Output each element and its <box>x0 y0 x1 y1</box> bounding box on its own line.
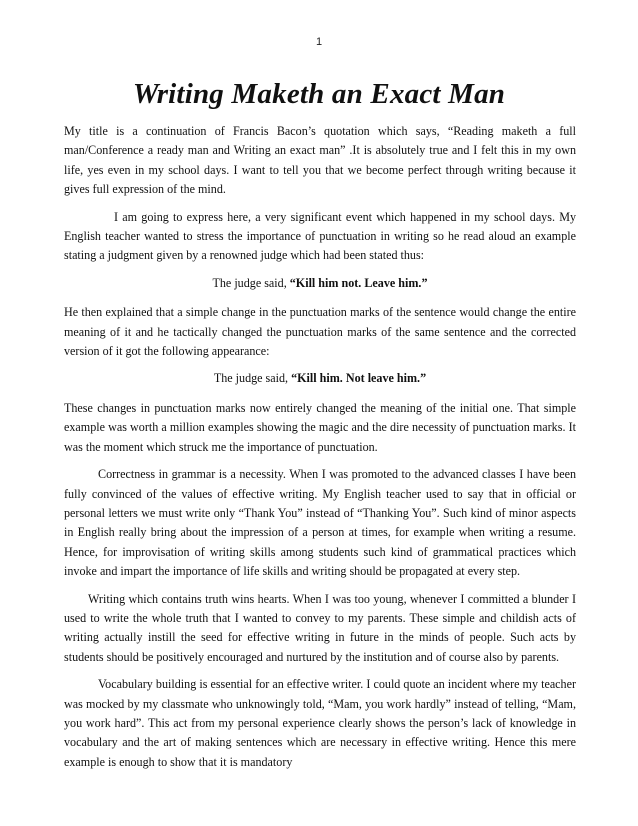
document-title: Writing Maketh an Exact Man <box>132 78 506 110</box>
quote-prefix: The judge said, <box>213 371 292 386</box>
paragraph-vocabulary: Vocabulary building is essential for an effective writer. I could quote an incident where my teacher was mocked by my classmate who unknowingly told, “Mam, you work hardly” instead of telling, “Mam, you work hard”. This act from my personal experience clearly shows the person’s lack of knowledge in vocabulary and the art of making sentences which are necessary in effective writing. Hence this mere example is enough to show that it is mandatory <box>64 677 576 769</box>
page-number: 1 <box>315 36 323 48</box>
quote-text: “Kill him not. Leave him.” <box>289 275 428 290</box>
paragraph-punctuation-impact: These changes in punctuation marks now entirely changed the meaning of the initial one. That simple example was worth a million examples showing the magic and the dire necessity of punctuation marks. It was the moment which struck me the importance of punctuation. <box>64 400 576 454</box>
paragraph-school-event: I am going to express here, a very significant event which happened in my school days. My English teacher wanted to stress the importance of punctuation in writing so he read aloud an example stating a judgment given by a renowned judge which had been stated thus: <box>64 209 576 263</box>
judge-quote-original <box>64 274 576 293</box>
paragraph-grammar: Correctness in grammar is a necessity. When I was promoted to the advanced classes I have been fully convinced of the values of effective writing. My English teacher used to say that in official or personal letters we must write only “Thank You” instead of “Thanking You”. Such kind of minor aspects in English really bring about the impression of a person at times, for example when writing a resume. Hence, for improvisation of writing skills among students such kind of grammatical practices which invoke and impart the importance of life skills and writing should be propagated at every step. <box>64 467 576 579</box>
document-body <box>64 122 576 780</box>
paragraph-intro: My title is a continuation of Francis Bacon’s quotation which says, “Reading maketh a full man/Conference a ready man and Writing an exact man” .It is absolutely true and I felt this in my own life, yes even in my school days. I want to tell you that we become perfect through writing because it gives full expression of the mind. <box>64 124 576 197</box>
paragraph-explanation: He then explained that a simple change in the punctuation marks of the sentence would change the entire meaning of it and he tactically changed the punctuation marks of the same sentence and the corrected version of it got the following appearance: <box>64 305 576 359</box>
judge-quote-corrected <box>64 369 576 388</box>
paragraph-truth: Writing which contains truth wins hearts. When I was too young, whenever I committed a blunder I used to write the whole truth that I wanted to convey to my parents. These simple and childish acts of writing actually instill the seed for effective writing in future in the minds of people. Such acts by students should be positively encouraged and nurtured by the institution and of course also by parents. <box>64 591 576 664</box>
quote-text: “Kill him. Not leave him.” <box>291 371 427 386</box>
quote-prefix: The judge said, <box>212 275 290 290</box>
